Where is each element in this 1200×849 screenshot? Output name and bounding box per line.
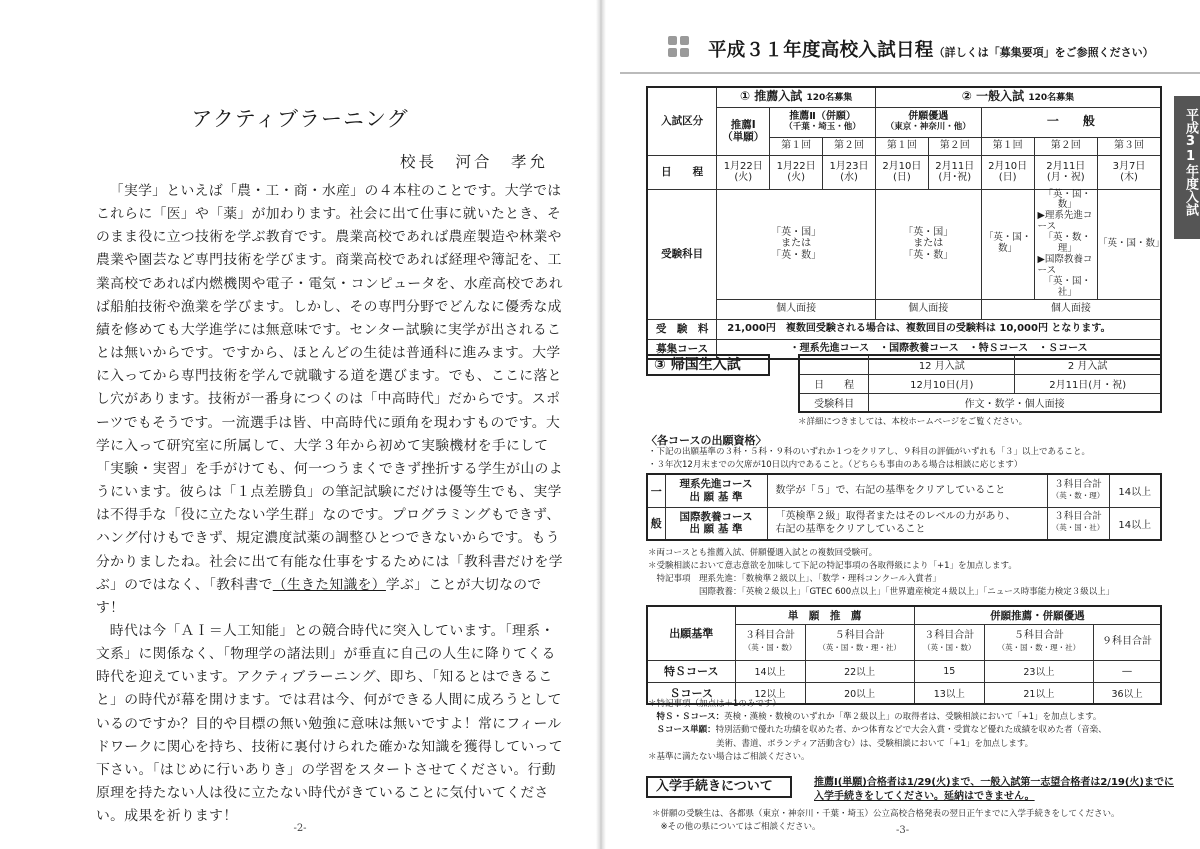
kikoku-cell: 2月11日(月・祝) xyxy=(1015,374,1161,393)
criteria-row-label: 特Ｓコース xyxy=(647,660,735,682)
row-label-fee: 受 験 料 xyxy=(647,319,717,339)
date-cell xyxy=(1098,155,1162,189)
suisen1-header: 推薦Ⅰ（単願） xyxy=(717,107,770,155)
kikoku-title: ③ 帰国生入試 xyxy=(646,354,770,376)
date: 1月22日 xyxy=(723,160,763,172)
round-cell: 第２回 xyxy=(1034,137,1097,155)
paragraph-text: 「実学」といえば「農・工・商・水産」の４本柱のことです。大学ではこれらに「医」や「薬」が加わります。社会に出て仕事に就いたとき、そのまま役に立つ技術を学ぶ教育です。農業高校であれば農産製造や林業や農業や園芸など専門技術を学びます。商業高校であれば経理や簿記を、工業高校であれば内燃機関や電子・電気・コンピュータを、水産高校であれば船舶技術や漁業を学びます。しかし、その専門分野でどんなに優秀な成績を修めても大学進学には無意味です。センター試験に実学が出されることは無いからです。ですから、ほとんどの生徒は普通科に進みます。大学に入ってから専門技術を学んで就職する道を選びます。でも、ここに落とし穴があります。技術が一番身につくのは「中高時代」だからです。スポーツでもそうです。一流選手は皆、中高時代に頭角を現わすものです。大学に入って研究室に所属して、大学３年から初めて実験機材を手にして「実験・実習」を手がけても、何一つうまくできず挫折する学生が山のようにいます。彼らは「１点差勝負」の筆記試験にだけは優等生でも、実学は不得手な「役に立たない学生群」なのです。プログラミングもできず、ハング付けもできず、規定濃度試薬の調整ひとつできないからです。もう分かりましたね。社会に出て有能な仕事をするためには「教科書だけを学ぶ」のではなく、「教科書で xyxy=(96,183,563,593)
day: (月・祝) xyxy=(1046,172,1085,183)
course-criteria-table xyxy=(646,473,1162,541)
date-cell xyxy=(875,155,928,189)
procedure-notes xyxy=(652,808,1120,834)
note-line: ・下記の出願基準の３科・５科・９科のいずれか１つをクリアし、９科目の評価がいずれも「３」以上であること。 xyxy=(648,447,1091,457)
criteria-cell: 36以上 xyxy=(1094,682,1161,704)
subject-suisen xyxy=(717,189,876,299)
round-cell: 第３回 xyxy=(1098,137,1162,155)
criteria-cell: ― xyxy=(1094,660,1161,682)
criteria-cell: 12以上 xyxy=(735,682,805,704)
subj-line: 「英・国・数」 xyxy=(1043,188,1092,211)
day: (日) xyxy=(892,172,911,183)
criteria-group: 併願推薦・併願優遇 xyxy=(914,606,1161,624)
round-cell: 第２回 xyxy=(928,137,981,155)
day: (火) xyxy=(734,172,753,183)
course-name-line: 国際教養コース xyxy=(679,510,753,523)
criteria-cell: 20以上 xyxy=(805,682,914,704)
criteria-cell: 23以上 xyxy=(984,660,1093,682)
heigan-header xyxy=(875,107,981,137)
h-label: ５科目合計 xyxy=(834,630,885,641)
page-number: -3- xyxy=(896,825,910,836)
note-line: 美術、書道、ボランティア活動含む）は、受験相談において「+1」を加点します。 xyxy=(648,738,1034,749)
subj-line: ▶国際教養コース xyxy=(1037,254,1093,276)
subj-line: 「英・数」 xyxy=(903,249,954,261)
side-tab: 平成31年度入試 xyxy=(1174,96,1200,239)
right-page xyxy=(600,0,1200,849)
h-label: ３科目合計 xyxy=(924,630,975,641)
kikoku-corner xyxy=(799,355,869,374)
subj-line: または xyxy=(913,238,944,250)
course-value: 14以上 xyxy=(1109,474,1161,507)
date: 1月23日 xyxy=(829,160,869,172)
note-key: 特Ｓ・Ｓコース： xyxy=(648,712,725,723)
date-cell xyxy=(717,155,770,189)
ippan-marker: 一 xyxy=(647,474,665,507)
row-label-kamoku: 受験科目 xyxy=(647,189,717,319)
page-number: -2- xyxy=(293,823,307,834)
schedule-title xyxy=(708,36,1154,62)
procedure-text xyxy=(814,776,1174,804)
heigan-sub: （東京・神奈川・他） xyxy=(885,121,971,132)
row-label-kubun: 入試区分 xyxy=(647,87,717,155)
criteria-group: 単 願 推 薦 xyxy=(735,606,914,624)
note-text: 英検・漢検・数検のいずれか「準２級以上」の取得者は、受験相談において「+1」を加点します。 xyxy=(724,712,1102,723)
course-name xyxy=(665,507,767,540)
sum-label: ３科目合計 xyxy=(1054,478,1102,490)
note-line: ※その他の県についてはご相談ください。 xyxy=(652,822,821,832)
suisen2-label: 推薦Ⅱ（併願） xyxy=(789,111,856,123)
date-cell xyxy=(981,155,1034,189)
round-cell: 第１回 xyxy=(981,137,1034,155)
paragraph-tail: 学ぶ」ことが大切なのです！ xyxy=(96,576,542,616)
date: 1月22日 xyxy=(776,160,816,172)
h-sub: （英・国・数・理・社） xyxy=(818,643,901,652)
interview-suisen: 個人面接 xyxy=(717,299,876,319)
round-cell: 第２回 xyxy=(823,137,876,155)
criteria-corner: 出願基準 xyxy=(647,606,735,660)
subj-line: または xyxy=(781,238,812,250)
kikoku-col1: 12 月入試 xyxy=(869,355,1015,374)
subj-line: ▶理系先進コース xyxy=(1037,210,1093,233)
article-paragraph: 時代は今「ＡＩ＝人工知能」との競合時代に突入しています。「理系・文系」に関係なく、「物理学の諸法則」が垂直に自己の人生に降りてくる時代を迎えています。アクティブラーニング、即ち、「知るとはできること」の時代が幕を開けます。では君は今、何ができる人間に成ろうとしているのですか？目的や目標の無い勉強に意味は無いですよ！常にフィールドワークに関心を持ち、技術に裏付けられた確かな知識を獲得していって下さい。「はじめに行いありき」の学習をスタートさせてください。行動原理を持たない人は役に立たない時代がきていることに気付いてください。成果を祈ります！ xyxy=(96,622,563,825)
ippan-title: ② 一般入試 xyxy=(961,89,1025,104)
note-line xyxy=(648,711,1107,724)
course-value: 14以上 xyxy=(1109,507,1161,540)
day: (日) xyxy=(998,172,1017,183)
criteria-cell: 15 xyxy=(914,660,984,682)
date: 2月11日 xyxy=(935,160,975,172)
h-label: ３科目合計 xyxy=(745,630,795,641)
article-title: アクティブラーニング xyxy=(191,107,409,131)
criteria-row-label: Ｓコース xyxy=(647,682,735,704)
sum-sub: （英・数・理） xyxy=(1051,490,1105,500)
row-label-course: 募集コース xyxy=(647,339,717,359)
criteria-cell: 22以上 xyxy=(805,660,914,682)
criteria-header: ９科目合計 xyxy=(1094,624,1161,660)
suisen-quota: 120名募集 xyxy=(806,93,853,104)
criteria-cell: 14以上 xyxy=(735,660,805,682)
schedule-header xyxy=(620,26,1200,74)
qualification-notes xyxy=(648,446,1090,472)
date-cell xyxy=(928,155,981,189)
date-cell xyxy=(770,155,823,189)
sum-label: ３科目合計 xyxy=(1054,511,1102,523)
schedule-subtitle: （詳しくは「募集要項」をご参照ください） xyxy=(933,46,1154,59)
criteria-header xyxy=(735,624,805,660)
subj-line: 「英・国・社」 xyxy=(1043,275,1092,298)
h-sub: （英・国・数） xyxy=(743,643,797,652)
note-line: 特記事項 理系先進：「数検準２級以上」、「数学・理科コンクール入賞者」 xyxy=(648,574,941,584)
course-sum xyxy=(1047,507,1109,540)
exam-schedule-table xyxy=(646,86,1165,360)
note-line: ＊基準に満たない場合はご相談ください。 xyxy=(648,751,810,762)
criteria-cell: 13以上 xyxy=(914,682,984,704)
ippan-quota: 120名募集 xyxy=(1028,93,1075,104)
subject-heigan xyxy=(875,189,981,299)
note-line: ＊特記事項（加点は＋1のみです） xyxy=(648,699,781,709)
round-cell: 第１回 xyxy=(770,137,823,155)
schedule-title-text: 平成３１年度高校入試日程 xyxy=(708,40,934,61)
subj-line: 「英・国」 xyxy=(903,226,954,238)
underlined-phrase: （生きた知識を） xyxy=(272,576,386,593)
kikoku-cell: 12月10日(月) xyxy=(869,374,1015,393)
day: (水) xyxy=(840,172,858,183)
note-line xyxy=(648,724,1107,737)
course-desc: 数学が「５」で、右記の基準をクリアしていること xyxy=(767,474,1047,507)
note-line: ＊受験相談において意志意欲を加味して下記の特記事項の各取得級により「+1」を加点します。 xyxy=(648,561,1017,571)
special-notes xyxy=(648,547,1114,599)
article-paragraph xyxy=(96,180,566,620)
suisen-header xyxy=(717,87,876,107)
suisen-title: ① 推薦入試 xyxy=(739,89,803,104)
criteria-cell: 21以上 xyxy=(984,682,1093,704)
subject-ippan1: 「英・国・数」 xyxy=(981,189,1034,299)
article-body xyxy=(96,180,566,828)
date: 2月10日 xyxy=(882,160,922,172)
course-name-line: 理系先進コース xyxy=(679,478,753,491)
subj-line: 「英・数・理」 xyxy=(1043,232,1092,255)
sum-sub: （英・国・社） xyxy=(1051,523,1105,533)
subj-line: 「英・数」 xyxy=(771,249,822,261)
suisen2-sub: （千葉・埼玉・他） xyxy=(784,121,861,132)
grid-dots-icon xyxy=(668,36,690,58)
bonus-notes xyxy=(648,698,1107,764)
course-name xyxy=(665,474,767,507)
kikoku-row-label: 日 程 xyxy=(799,374,869,393)
course-name-line: 出 願 基 準 xyxy=(689,523,743,536)
interview-ippan: 個人面接 xyxy=(981,299,1161,319)
article-author: 校長 河合 孝允 xyxy=(400,153,549,171)
h-sub: （英・国・数・理・社） xyxy=(997,643,1081,652)
date-cell xyxy=(823,155,876,189)
day: (月･祝) xyxy=(938,172,972,183)
ippan-marker: 般 xyxy=(647,507,665,540)
day: (木) xyxy=(1120,172,1138,183)
note-line: ＊両コースとも推薦入試、併願優遇入試との複数回受験可。 xyxy=(648,548,878,558)
h-sub: （英・国・数） xyxy=(923,643,976,652)
note-line: 国際教養：「英検２級以上」「GTEC 600点以上」「世界遺産検定４級以上」「ニュース時事能力検定３級以上」 xyxy=(648,587,1115,597)
course-desc xyxy=(767,507,1047,540)
kikoku-note: ＊詳細につきましては、本校ホームページをご覧ください。 xyxy=(798,417,1028,427)
course-name-line: 出 願 基 準 xyxy=(689,490,743,503)
date: 2月10日 xyxy=(988,160,1028,172)
day: (火) xyxy=(787,172,806,183)
heigan-label: 併願優遇 xyxy=(908,111,949,123)
qualification-title: 〈各コースの出願資格〉 xyxy=(646,434,767,447)
criteria-header xyxy=(914,624,984,660)
criteria-header xyxy=(805,624,914,660)
h-label: ５科目合計 xyxy=(1013,630,1064,641)
note-line: ・３年次12月末までの欠席が10日以内であること。（どちらも事由のある場合は相談に応じます） xyxy=(648,460,1023,470)
application-criteria-table xyxy=(646,605,1162,705)
round-cell: 第１回 xyxy=(875,137,928,155)
note-text: 特別活動で優れた功績を収めた者、かつ体育などで大会入賞・受賞など優れた成績を収めた者（音楽、 xyxy=(715,725,1107,736)
kikoku-row-label: 受験科目 xyxy=(799,393,869,412)
criteria-header xyxy=(984,624,1093,660)
kikoku-col2: 2 月入試 xyxy=(1015,355,1161,374)
date: 3月7日 xyxy=(1112,160,1146,172)
course-sum xyxy=(1047,474,1109,507)
kikoku-table xyxy=(798,354,1162,413)
header-rule xyxy=(620,72,1200,74)
procedure-deadline: 推薦Ⅰ(単願)合格者は1/29(火)まで、一般入試第一志望合格者は2/19(火)までに入学手続きをしてください。延納はできません。 xyxy=(814,777,1174,802)
row-label-nittei: 日 程 xyxy=(647,155,717,189)
ippan-header xyxy=(875,87,1161,107)
suisen2-header xyxy=(770,107,876,137)
interview-heigan: 個人面接 xyxy=(875,299,981,319)
subj-line: 「英・国」 xyxy=(771,226,822,238)
desc-line: 「英検準２級」取得者またはそのレベルの力があり、 xyxy=(775,511,1016,523)
note-key: Ｓコース単願： xyxy=(648,725,716,736)
ippan-sub-header: 一 般 xyxy=(981,107,1161,137)
desc-line: 右記の基準をクリアしていること xyxy=(775,524,926,536)
course-list: ・理系先進コース ・国際教養コース ・特Ｓコース ・Ｓコース xyxy=(717,339,1161,359)
date: 2月11日 xyxy=(1046,160,1086,172)
subject-ippan2 xyxy=(1034,189,1097,299)
note-line: ＊併願の受験生は、各都県（東京・神奈川・千葉・埼玉）公立高校合格発表の翌日正午までに入学手続きをしてください。 xyxy=(652,809,1120,819)
subject-ippan3: 「英・国・数」 xyxy=(1098,189,1162,299)
procedure-title: 入学手続きについて xyxy=(646,776,792,798)
fee-value: 21,000円 複数回受験される場合は、複数回目の受験料は 10,000円 となります。 xyxy=(717,319,1161,339)
kikoku-cell: 作文・数学・個人面接 xyxy=(869,393,1161,412)
date-cell xyxy=(1034,155,1097,189)
